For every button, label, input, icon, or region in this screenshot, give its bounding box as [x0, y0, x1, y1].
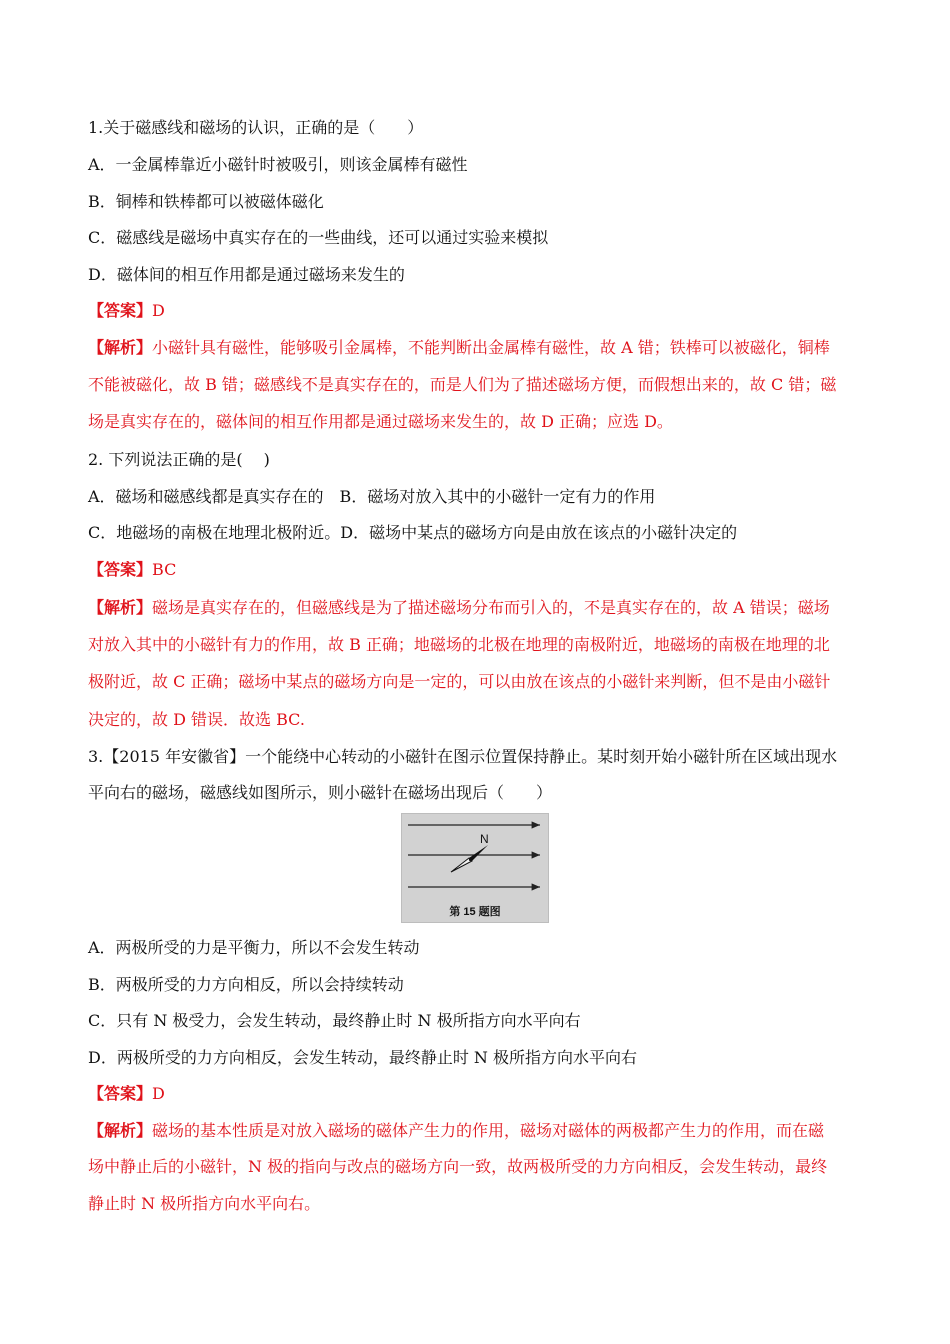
section-marker: 【答案】	[88, 301, 153, 320]
q3-stem-line: 3.【2015 年安徽省】一个能绕中心转动的小磁针在图示位置保持静止。某时刻开始小磁针所在区域出现水	[88, 747, 838, 766]
q1-analysis-line: 场是真实存在的，磁体间的相互作用都是通过磁场来发生的，故 D 正确；应选 D。	[88, 412, 673, 431]
q2-stem-line: 2. 下列说法正确的是( )	[88, 450, 270, 469]
q3-option-c: C．只有 N 极受力，会发生转动，最终静止时 N 极所指方向水平向右	[88, 1011, 581, 1030]
q1-option-c: C．磁感线是磁场中真实存在的一些曲线，还可以通过实验来模拟	[88, 228, 549, 247]
q1-stem-line: 1.关于磁感线和磁场的认识，正确的是（ ）	[88, 118, 424, 137]
section-marker: 【答案】	[88, 560, 153, 579]
magnetic-field-figure	[401, 813, 549, 923]
q3-option-d: D．两极所受的力方向相反，会发生转动，最终静止时 N 极所指方向水平向右	[88, 1048, 638, 1067]
section-marker: 【答案】	[88, 1084, 153, 1103]
q3-option-a: A．两极所受的力是平衡力，所以不会发生转动	[88, 938, 420, 957]
q1-analysis-line: 【解析】小磁针具有磁性，能够吸引金属棒，不能判断出金属棒有磁性，故 A 错；铁棒可以被磁化，铜棒	[88, 338, 830, 357]
q1-option-b: B．铜棒和铁棒都可以被磁体磁化	[88, 192, 324, 211]
figure-caption: 第 15 题图	[449, 906, 501, 918]
q3-analysis-line: 【解析】磁场的基本性质是对放入磁场的磁体产生力的作用，磁场对磁体的两极都产生力的作用，而在磁	[88, 1121, 825, 1140]
section-marker: 【解析】	[88, 598, 153, 617]
compass-in-field-diagram	[402, 814, 548, 922]
q2-analysis-line: 极附近，故 C 正确；磁场中某点的磁场方向是一定的，可以由放在该点的小磁针来判断，但不是由小磁针	[88, 672, 831, 691]
q3-analysis-line: 静止时 N 极所指方向水平向右。	[88, 1194, 321, 1213]
q3-stem-line: 平向右的磁场，磁感线如图所示，则小磁针在磁场出现后（ ）	[88, 783, 553, 802]
q1-answer: 【答案】D	[88, 301, 165, 320]
q1-option-a: A．一金属棒靠近小磁针时被吸引，则该金属棒有磁性	[88, 155, 468, 174]
section-marker: 【解析】	[88, 1121, 153, 1140]
compass-needle-icon	[451, 845, 488, 872]
q3-answer: 【答案】D	[88, 1084, 165, 1103]
north-pole-label: N	[480, 832, 489, 846]
q3-option-b: B．两极所受的力方向相反，所以会持续转动	[88, 975, 404, 994]
q2-analysis-line: 对放入其中的小磁针有力的作用，故 B 正确；地磁场的北极在地理的南极附近，地磁场的南极在地理的北	[88, 635, 830, 654]
q2-options-cd: C．地磁场的南极在地理北极附近。D．磁场中某点的磁场方向是由放在该点的小磁针决定的	[88, 523, 738, 542]
q3-analysis-line: 场中静止后的小磁针，N 极的指向与改点的磁场方向一致，故两极所受的力方向相反，会发生转动，最终	[88, 1157, 828, 1176]
q1-analysis-line: 不能被磁化，故 B 错；磁感线不是真实存在的，而是人们为了描述磁场方便，而假想出来的，故 C 错；磁	[88, 375, 837, 394]
q2-analysis-line: 【解析】磁场是真实存在的，但磁感线是为了描述磁场分布而引入的，不是真实存在的，故 A 错误；磁场	[88, 598, 830, 617]
q2-analysis-line: 决定的，故 D 错误．故选 BC.	[88, 710, 305, 729]
section-marker: 【解析】	[88, 338, 153, 357]
q2-options-ab: A．磁场和磁感线都是真实存在的 B．磁场对放入其中的小磁针一定有力的作用	[88, 487, 656, 506]
q2-answer: 【答案】BC	[88, 560, 177, 579]
q1-option-d: D．磁体间的相互作用都是通过磁场来发生的	[88, 265, 405, 284]
